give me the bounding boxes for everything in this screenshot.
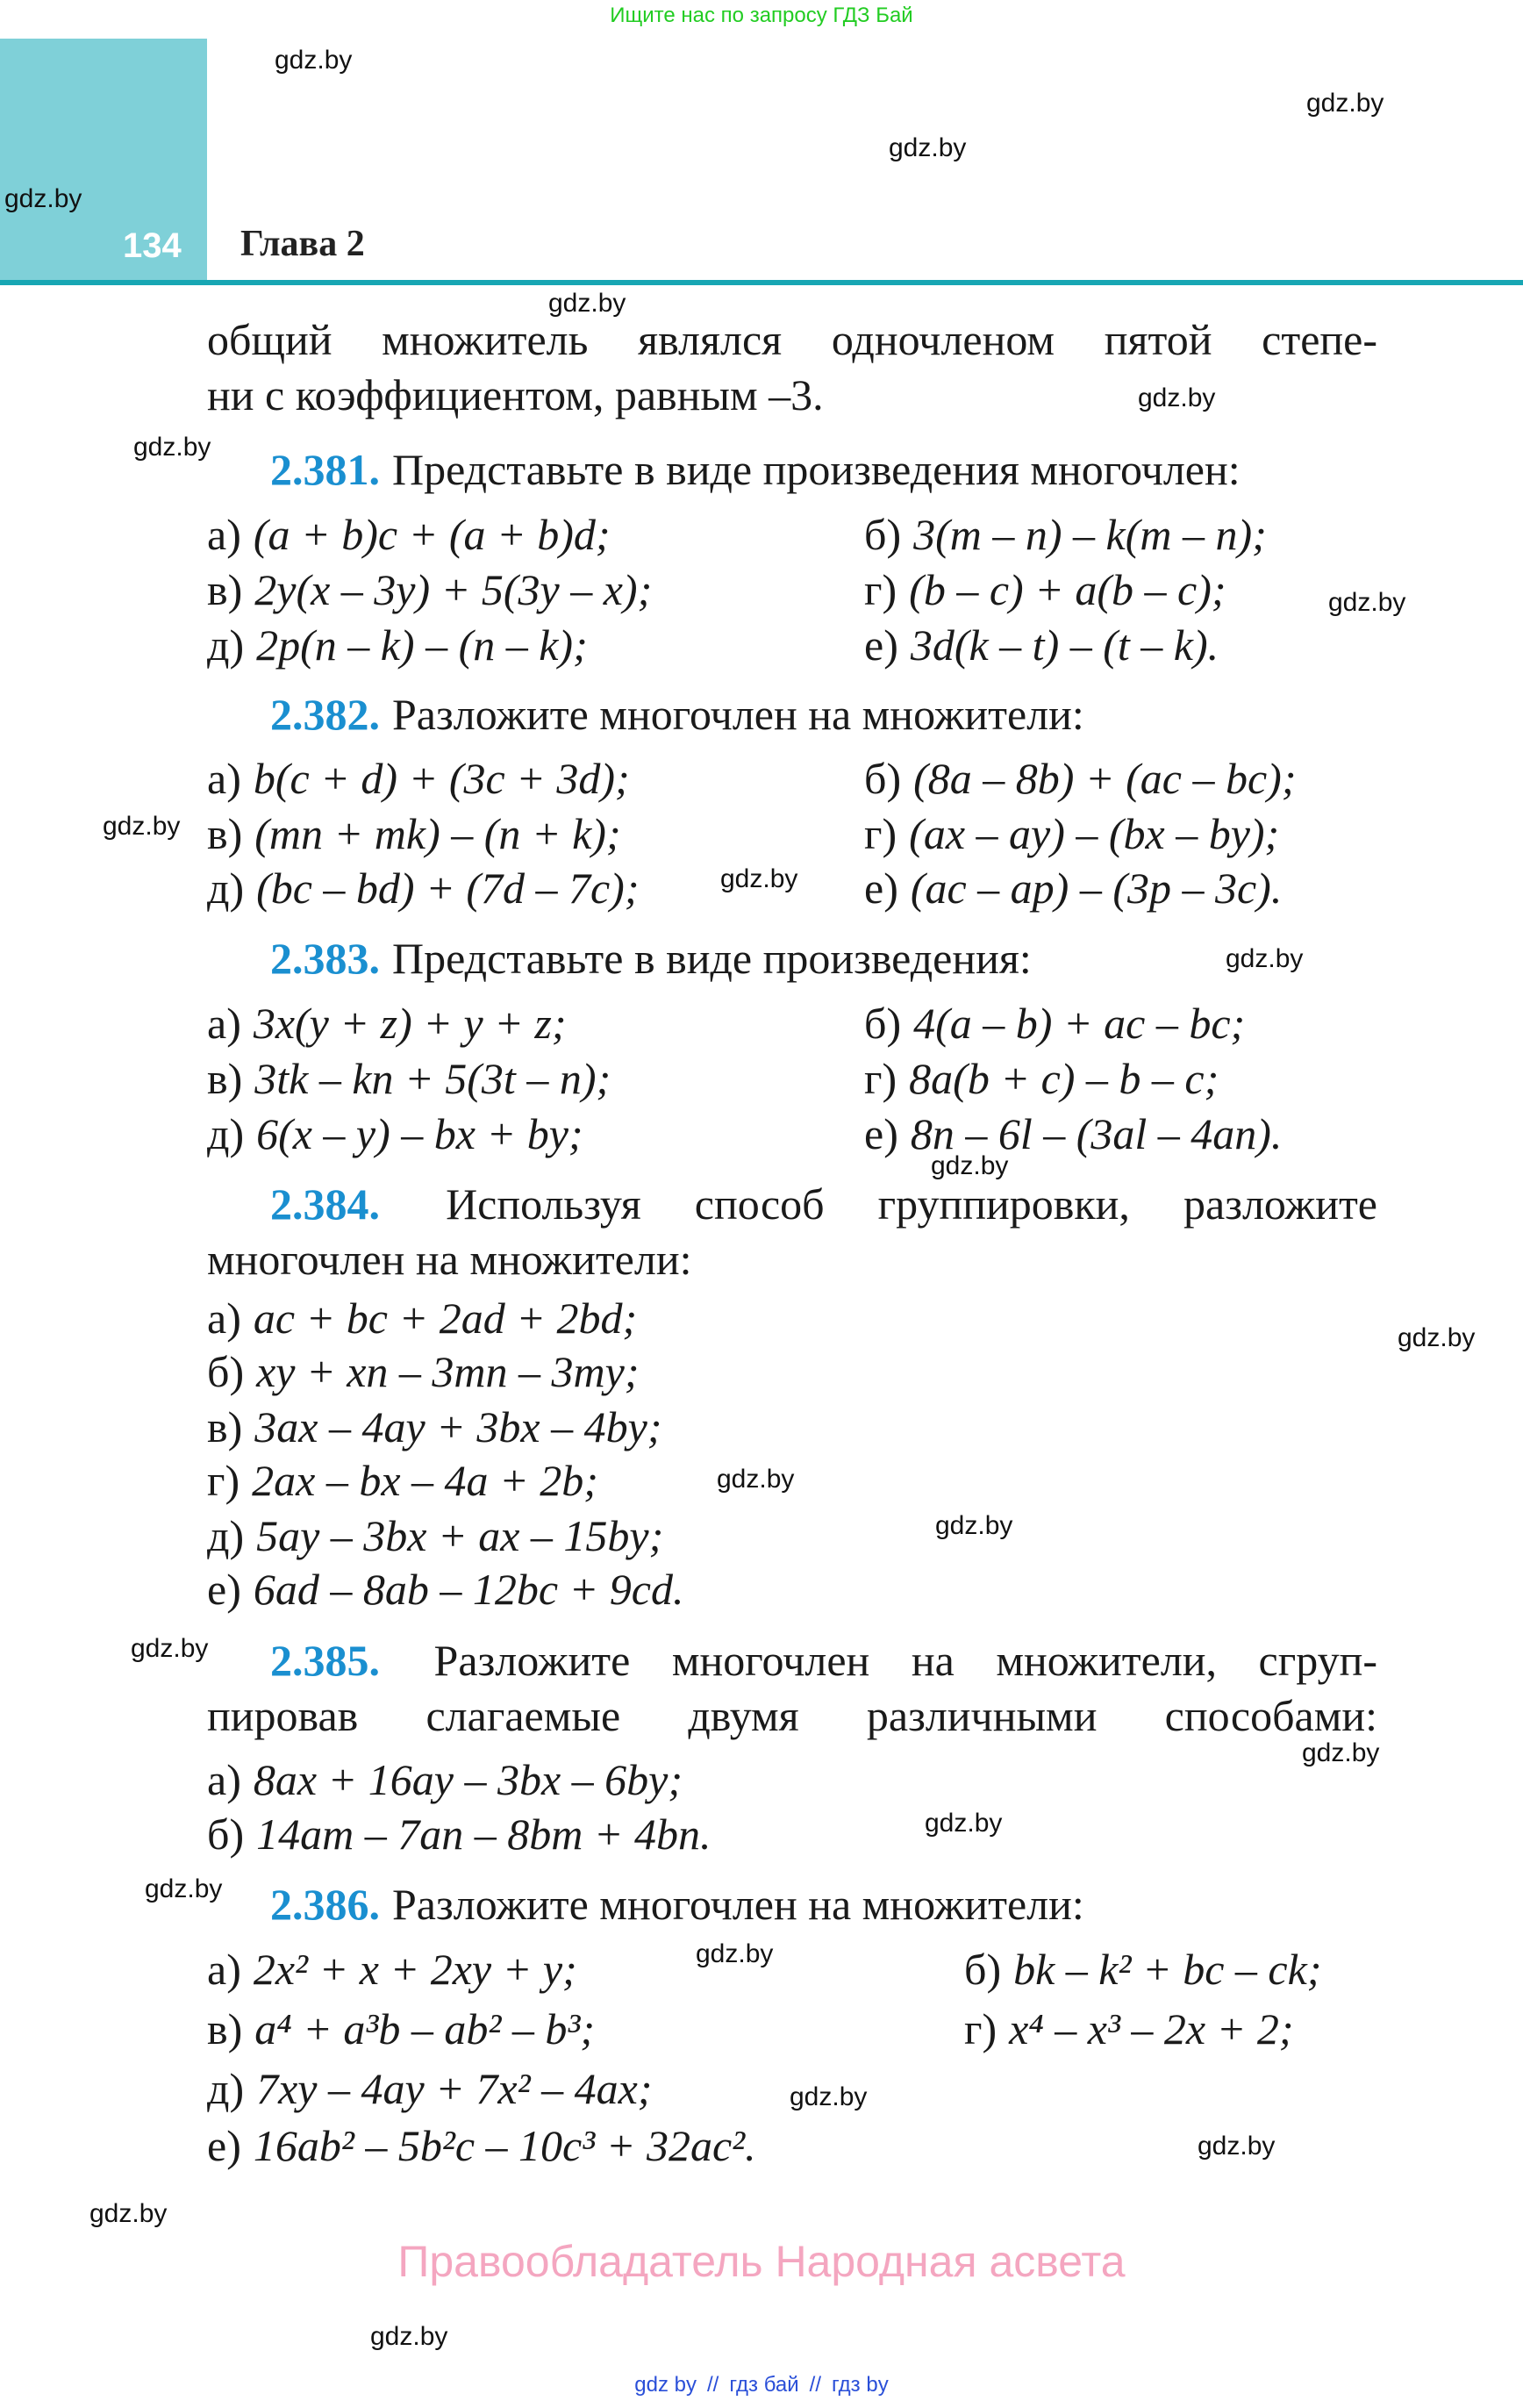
footer-link[interactable]: gdz by	[634, 2373, 697, 2397]
item-expression: 3x(y + z) + y + z;	[253, 999, 567, 1048]
problem-item	[864, 995, 1245, 1051]
item-label: д)	[207, 1109, 245, 1158]
item-label: б)	[207, 1810, 245, 1859]
problem-prompt-continued: многочлен на множители:	[207, 1235, 692, 1284]
item-expression: (b – c) + a(b – c);	[909, 565, 1226, 614]
watermark: gdz.by	[1198, 2132, 1276, 2161]
problem-2-383-heading	[270, 930, 1032, 986]
watermark: gdz.by	[548, 289, 626, 318]
item-label: в)	[207, 809, 243, 858]
item-expression: xy + xn – 3mn – 3my;	[256, 1347, 640, 1396]
problem-item	[207, 1806, 711, 1862]
problem-item	[207, 1508, 663, 1564]
problem-item	[207, 1452, 598, 1509]
item-expression: 6(x – y) – bx + by;	[256, 1109, 583, 1158]
problem-item	[207, 1941, 577, 1997]
problem-item	[207, 750, 630, 806]
item-label: а)	[207, 754, 241, 803]
problem-number: 2.386.	[270, 1880, 380, 1929]
item-expression: b(c + d) + (3c + 3d);	[253, 754, 630, 803]
item-label: г)	[864, 809, 897, 858]
item-label: а)	[207, 510, 241, 559]
watermark: gdz.by	[1138, 383, 1216, 412]
watermark: gdz.by	[1226, 944, 1304, 973]
item-label: б)	[864, 510, 902, 559]
problem-prompt: Представьте в виде произведения:	[392, 934, 1032, 983]
problem-number: 2.385.	[270, 1636, 380, 1685]
problem-prompt: Разложите многочлен на множители:	[392, 690, 1084, 739]
item-expression: a⁴ + a³b – ab² – b³;	[254, 2004, 596, 2053]
problem-item	[864, 1106, 1282, 1162]
watermark: gdz.by	[275, 46, 353, 75]
item-expression: 3ax – 4ay + 3bx – 4by;	[254, 1402, 662, 1451]
item-expression: ac + bc + 2ad + 2bd;	[253, 1294, 638, 1343]
watermark: gdz.by	[4, 184, 82, 213]
problem-2-386-heading	[270, 1876, 1084, 1932]
problem-item	[864, 750, 1296, 806]
watermark: gdz.by	[89, 2199, 168, 2228]
watermark: gdz.by	[1302, 1738, 1380, 1767]
problem-prompt-continued: пировав слагаемые двумя различными способами:	[207, 1691, 1377, 1740]
problem-number: 2.382.	[270, 690, 380, 739]
item-expression: (a + b)c + (a + b)d;	[253, 510, 611, 559]
watermark: gdz.by	[720, 864, 798, 893]
item-label: г)	[964, 2004, 997, 2053]
watermark: gdz.by	[1398, 1323, 1476, 1352]
problem-item	[207, 1344, 639, 1400]
item-expression: x⁴ – x³ – 2x + 2;	[1009, 2004, 1294, 2053]
watermark: gdz.by	[103, 812, 181, 841]
footer-link[interactable]: гдз бай	[729, 2373, 799, 2397]
problem-prompt: Используя способ группировки, разложите	[446, 1179, 1377, 1229]
item-label: д)	[207, 1511, 245, 1560]
problem-2-382-heading	[270, 686, 1084, 742]
watermark: gdz.by	[370, 2322, 448, 2351]
watermark: gdz.by	[696, 1939, 774, 1968]
problem-item	[207, 1290, 637, 1346]
problem-item	[207, 617, 588, 673]
item-expression: 4(a – b) + ac – bc;	[913, 999, 1246, 1048]
item-label: г)	[864, 565, 897, 614]
item-expression: 8a(b + c) – b – c;	[909, 1054, 1219, 1103]
problem-number: 2.383.	[270, 934, 380, 983]
watermark: gdz.by	[1328, 588, 1406, 617]
problem-prompt: Разложите многочлен на множители, сгруп-	[433, 1636, 1378, 1685]
item-expression: (8a – 8b) + (ac – bc);	[913, 754, 1297, 803]
watermark: gdz.by	[1306, 89, 1384, 118]
watermark: gdz.by	[717, 1465, 795, 1494]
item-label: г)	[207, 1456, 240, 1505]
problem-item	[207, 1561, 683, 1617]
item-expression: (ac – ap) – (3p – 3c).	[910, 864, 1283, 913]
item-expression: (bc – bd) + (7d – 7c);	[256, 864, 640, 913]
item-expression: (mn + mk) – (n + k);	[254, 809, 621, 858]
item-label: д)	[207, 2064, 245, 2113]
watermark: gdz.by	[931, 1151, 1009, 1180]
problem-item	[964, 2001, 1294, 2057]
problem-number: 2.384.	[270, 1179, 380, 1229]
page-number: 134	[123, 226, 182, 265]
watermark: gdz.by	[925, 1809, 1003, 1838]
problem-item	[207, 1106, 583, 1162]
item-expression: 6ad – 8ab – 12bc + 9cd.	[253, 1565, 684, 1614]
footer-separator: //	[809, 2373, 821, 2397]
item-label: е)	[864, 620, 898, 670]
item-label: е)	[864, 1109, 898, 1158]
item-expression: 16ab² – 5b²c – 10c³ + 32ac².	[253, 2121, 756, 2170]
item-expression: 3(m – n) – k(m – n);	[913, 510, 1267, 559]
item-label: д)	[207, 620, 245, 670]
item-expression: 3d(k – t) – (t – k).	[910, 620, 1219, 670]
item-expression: 8ax + 16ay – 3bx – 6by;	[253, 1755, 683, 1804]
watermark: gdz.by	[935, 1511, 1013, 1540]
problem-prompt: Представьте в виде произведения многочлен:	[392, 445, 1241, 494]
item-label: е)	[864, 864, 898, 913]
problem-prompt: Разложите многочлен на множители:	[392, 1880, 1084, 1929]
item-label: в)	[207, 565, 243, 614]
intro-line: общий множитель являлся одночленом пятой степе-	[207, 315, 1377, 364]
item-expression: 2ax – bx – 4a + 2b;	[252, 1456, 598, 1505]
problem-2-385-heading	[270, 1632, 1377, 1688]
item-expression: 2p(n – k) – (n – k);	[256, 620, 588, 670]
problem-item	[207, 995, 567, 1051]
search-hint: Ищите нас по запросу ГДЗ Бай	[610, 4, 913, 27]
problem-2-381-heading	[270, 441, 1241, 498]
item-label: а)	[207, 1945, 241, 1994]
item-label: а)	[207, 1755, 241, 1804]
item-label: а)	[207, 1294, 241, 1343]
problem-item	[207, 1050, 611, 1107]
problem-item	[207, 1399, 661, 1455]
chapter-title: Глава 2	[240, 224, 365, 264]
item-expression: 2x² + x + 2xy + y;	[253, 1945, 577, 1994]
footer-link[interactable]: гдз by	[832, 2373, 889, 2397]
item-expression: 14am – 7an – 8bm + 4bn.	[256, 1810, 711, 1859]
problem-item	[864, 562, 1226, 618]
problem-number: 2.381.	[270, 445, 380, 494]
problem-item	[207, 806, 621, 862]
problem-item	[864, 617, 1219, 673]
item-expression: 2y(x – 3y) + 5(3y – x);	[254, 565, 653, 614]
item-label: б)	[864, 999, 902, 1048]
problem-item	[864, 506, 1267, 563]
item-label: д)	[207, 864, 245, 913]
problem-item	[207, 2060, 652, 2117]
item-label: е)	[207, 2121, 241, 2170]
watermark: gdz.by	[889, 133, 967, 162]
problem-item	[864, 860, 1282, 916]
item-expression: 3tk – kn + 5(3t – n);	[254, 1054, 611, 1103]
problem-2-384-heading	[270, 1176, 1377, 1232]
item-expression: bk – k² + bc – ck;	[1013, 1945, 1322, 1994]
item-expression: 5ay – 3bx + ax – 15by;	[256, 1511, 664, 1560]
footer-separator: //	[707, 2373, 719, 2397]
item-expression: 8n – 6l – (3al – 4an).	[910, 1109, 1283, 1158]
item-label: в)	[207, 1402, 243, 1451]
item-label: б)	[864, 754, 902, 803]
item-label: е)	[207, 1565, 241, 1614]
problem-item	[964, 1941, 1321, 1997]
watermark: gdz.by	[145, 1874, 223, 1903]
problem-item	[207, 506, 611, 563]
item-label: в)	[207, 2004, 243, 2053]
copyright-notice: Правообладатель Народная асвета	[397, 2237, 1126, 2286]
watermark: gdz.by	[790, 2082, 868, 2111]
problem-item	[207, 562, 652, 618]
problem-item	[207, 860, 639, 916]
item-expression: 7xy – 4ay + 7x² – 4ax;	[256, 2064, 653, 2113]
item-label: г)	[864, 1054, 897, 1103]
item-label: а)	[207, 999, 241, 1048]
watermark: gdz.by	[133, 433, 211, 462]
header-rule	[0, 280, 1523, 285]
footer-links	[0, 2373, 1523, 2397]
problem-item	[207, 2118, 756, 2174]
intro-line: ни с коэффициентом, равным –3.	[207, 370, 824, 419]
problem-item	[207, 1752, 683, 1808]
item-label: в)	[207, 1054, 243, 1103]
problem-item	[864, 806, 1279, 862]
item-expression: (ax – ay) – (bx – by);	[909, 809, 1280, 858]
item-label: б)	[964, 1945, 1002, 1994]
item-label: б)	[207, 1347, 245, 1396]
problem-item	[864, 1050, 1219, 1107]
watermark: gdz.by	[131, 1634, 209, 1663]
problem-item	[207, 2001, 595, 2057]
